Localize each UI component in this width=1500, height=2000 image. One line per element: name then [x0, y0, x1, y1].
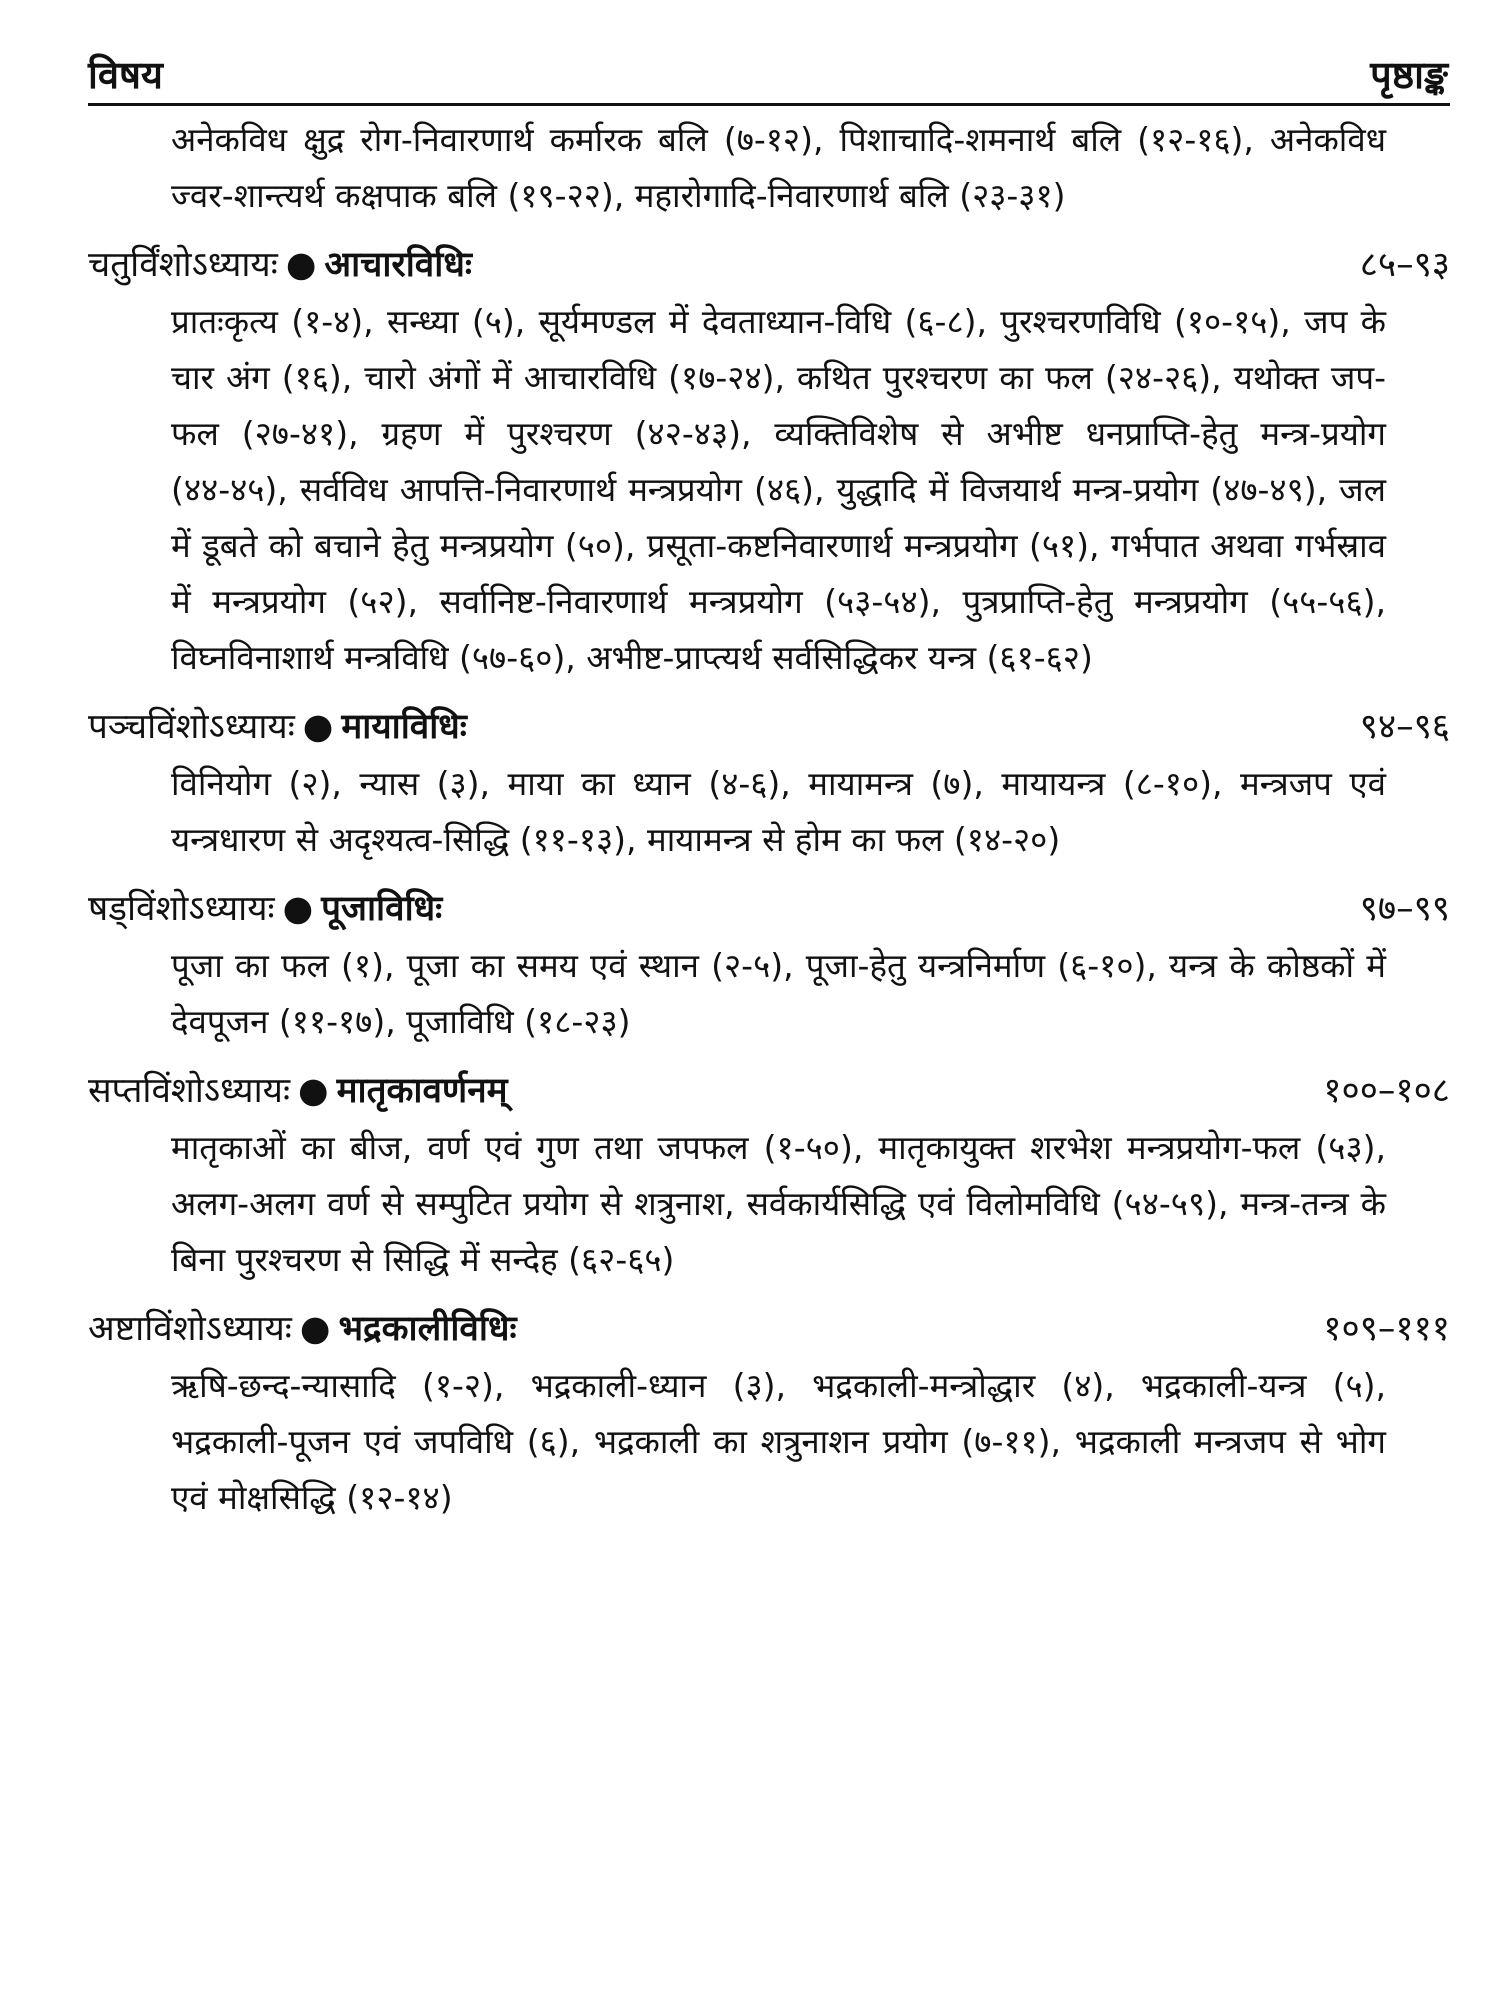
chapter-title — [88, 236, 472, 294]
page-number-heading: पृष्ठाङ्क — [1370, 53, 1448, 97]
chapter-title — [88, 698, 467, 756]
chapter-subject: आचारविधिः — [324, 245, 472, 285]
bullet-icon: ● — [298, 1071, 329, 1111]
chapter-page-range: १००–१०८ — [1323, 1071, 1450, 1111]
chapter-content: मातृकाओं का बीज, वर्ण एवं गुण तथा जपफल (१-५०), मातृकायुक्त शरभेश मन्त्रप्रयोग-फल (५३), अलग-अलग वर्ण से सम्पुटित प्रयोग से शत्रुनाश, सर्वकार्यसिद्धि एवं विलोमविधि (५४-५९), मन्त्र-तन्त्र के बिना पुरश्चरण से सिद्धि में सन्देह (६२-६५) — [171, 1128, 1386, 1279]
chapter-entry — [88, 698, 1450, 868]
page-header — [88, 50, 1448, 100]
chapter-heading — [88, 880, 1450, 938]
chapter-subject: मातृकावर्णनम् — [336, 1071, 508, 1111]
chapter-name: सप्तविंशोऽध्यायः — [88, 1071, 291, 1111]
chapter-content: पूजा का फल (१), पूजा का समय एवं स्थान (२-५), पूजा-हेतु यन्त्रनिर्माण (६-१०), यन्त्र के कोष्ठकों में देवपूजन (११-१७), पूजाविधि (१८-२३) — [171, 946, 1386, 1041]
bullet-icon: ● — [285, 245, 317, 285]
chapter-page-range: ९७–९९ — [1359, 889, 1450, 929]
subject-heading: विषय — [88, 53, 163, 97]
chapter-name: चतुर्विंशोऽध्यायः — [88, 245, 278, 285]
bullet-icon: ● — [302, 707, 334, 747]
chapter-heading — [88, 236, 1450, 294]
chapter-title — [88, 1300, 517, 1358]
chapter-page-range: १०९–१११ — [1323, 1309, 1450, 1349]
chapter-name: अष्टाविंशोऽध्यायः — [88, 1309, 292, 1349]
chapter-entry — [88, 1062, 1450, 1288]
chapter-heading — [88, 1300, 1450, 1358]
chapter-subject: पूजाविधिः — [321, 889, 443, 929]
bullet-icon: ● — [282, 889, 314, 929]
chapter-entry — [88, 236, 1450, 686]
chapter-name: पञ्चविंशोऽध्यायः — [88, 707, 295, 747]
header-divider — [88, 103, 1450, 106]
chapter-title — [88, 880, 442, 938]
intro-paragraph: अनेकविध क्षुद्र रोग-निवारणार्थ कर्मारक बलि (७-१२), पिशाचादि-शमनार्थ बलि (१२-१६), अनेकविध ज्वर-शान्त्यर्थ कक्षपाक बलि (१९-२२), महारोगादि-निवारणार्थ बलि (२३-३१) — [171, 120, 1386, 215]
chapter-content: ऋषि-छन्द-न्यासादि (१-२), भद्रकाली-ध्यान (३), भद्रकाली-मन्त्रोद्धार (४), भद्रकाली-यन्त्र (५), भद्रकाली-पूजन एवं जपविधि (६), भद्रकाली का शत्रुनाशन प्रयोग (७-११), भद्रकाली मन्त्रजप से भोग एवं मोक्षसिद्धि (१२-१४) — [171, 1366, 1386, 1517]
chapter-page-range: ९४–९६ — [1359, 707, 1450, 747]
chapter-subject: भद्रकालीविधिः — [338, 1309, 517, 1349]
chapter-heading — [88, 1062, 1450, 1120]
toc-content — [88, 112, 1450, 1526]
bullet-icon: ● — [299, 1309, 331, 1349]
chapter-entry — [88, 1300, 1450, 1526]
chapter-heading — [88, 698, 1450, 756]
chapter-entry — [88, 880, 1450, 1050]
chapter-title — [88, 1062, 508, 1120]
chapter-content: विनियोग (२), न्यास (३), माया का ध्यान (४-६), मायामन्त्र (७), मायायन्त्र (८-१०), मन्त्रजप एवं यन्त्रधारण से अदृश्यत्व-सिद्धि (११-१३), मायामन्त्र से होम का फल (१४-२०) — [171, 764, 1386, 859]
chapter-content: प्रातःकृत्य (१-४), सन्ध्या (५), सूर्यमण्डल में देवताध्यान-विधि (६-८), पुरश्चरणविधि (१०-१५), जप के चार अंग (१६), चारो अंगों में आचारविधि (१७-२४), कथित पुरश्चरण का फल (२४-२६), यथोक्त जप-फल (२७-४१), ग्रहण में पुरश्चरण (४२-४३), व्यक्तिविशेष से अभीष्ट धनप्राप्ति-हेतु मन्त्र-प्रयोग (४४-४५), सर्वविध आपत्ति-निवारणार्थ मन्त्रप्रयोग (४६), युद्धादि में विजयार्थ मन्त्र-प्रयोग (४७-४९), जल में डूबते को बचाने हेतु मन्त्रप्रयोग (५०), प्रसूता-कष्टनिवारणार्थ मन्त्रप्रयोग (५१), गर्भपात अथवा गर्भस्राव में मन्त्रप्रयोग (५२), सर्वानिष्ट-निवारणार्थ मन्त्रप्रयोग (५३-५४), पुत्रप्राप्ति-हेतु मन्त्रप्रयोग (५५-५६), विघ्नविनाशार्थ मन्त्रविधि (५७-६०), अभीष्ट-प्राप्त्यर्थ सर्वसिद्धिकर यन्त्र (६१-६२) — [171, 302, 1386, 677]
chapter-name: षड्विंशोऽध्यायः — [88, 889, 275, 929]
chapter-subject: मायाविधिः — [341, 707, 467, 747]
chapter-page-range: ८५–९३ — [1359, 245, 1450, 285]
